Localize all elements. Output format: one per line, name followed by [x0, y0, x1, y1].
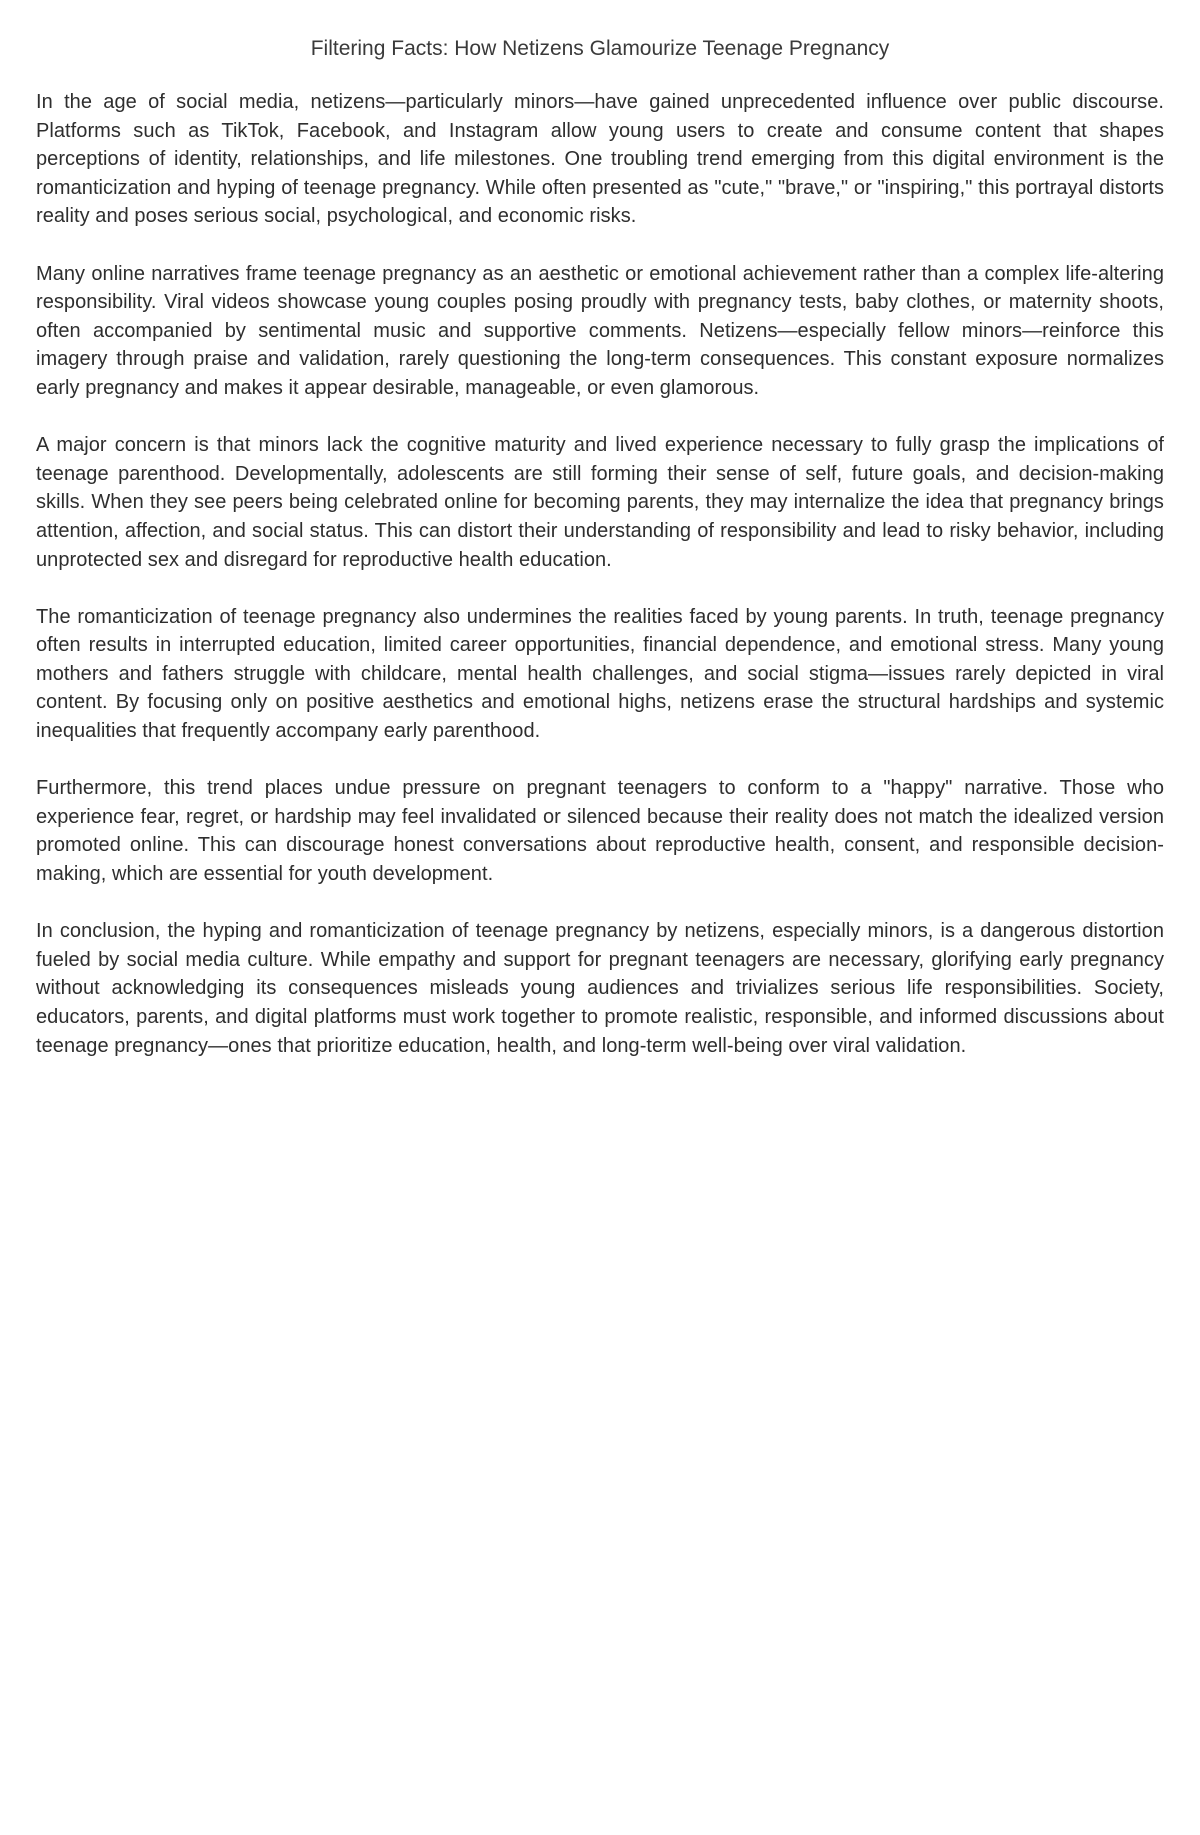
document-body [36, 88, 1164, 1060]
paragraph-conclusion: In conclusion, the hyping and romanticization of teenage pregnancy by netizens, especially minors, is a dangerous distortion fueled by social media culture. While empathy and support for pregnant teenagers are necessary, glorifying early pregnancy without acknowledging its consequences misleads young audiences and trivializes serious life responsibilities. Society, educators, parents, and digital platforms must work together to promote realistic, responsible, and informed discussions about teenage pregnancy—ones that prioritize education, health, and long-term well-being over viral validation. [36, 920, 1164, 1057]
paragraph-online-narratives: Many online narratives frame teenage pregnancy as an aesthetic or emotional achievement rather than a complex life-altering responsibility. Viral videos showcase young couples posing proudly with pregnancy tests, baby clothes, or maternity shoots, often accompanied by sentimental music and supportive comments. Netizens—especially fellow minors—reinforce this imagery through praise and validation, rarely questioning the long-term consequences. This constant exposure normalizes early pregnancy and makes it appear desirable, manageable, or even glamorous. [36, 262, 1164, 399]
paragraph-realities: The romanticization of teenage pregnancy also undermines the realities faced by young parents. In truth, teenage pregnancy often results in interrupted education, limited career opportunities, financial dependence, and emotional stress. Many young mothers and fathers struggle with childcare, mental health challenges, and social stigma—issues rarely depicted in viral content. By focusing only on positive aesthetics and emotional highs, netizens erase the structural hardships and systemic inequalities that frequently accompany early parenthood. [36, 605, 1164, 743]
paragraph-pressure: Furthermore, this trend places undue pressure on pregnant teenagers to conform to a "happy" narrative. Those who experience fear, regret, or hardship may feel invalidated or silenced because their reality does not match the idealized version promoted online. This can discourage honest conversations about reproductive health, consent, and responsible decision-making, which are essential for youth development. [36, 777, 1164, 886]
paragraph-cognitive-maturity: A major concern is that minors lack the cognitive maturity and lived experience necessary to fully grasp the implications of teenage parenthood. Developmentally, adolescents are still forming their sense of self, future goals, and decision-making skills. When they see peers being celebrated online for becoming parents, they may internalize the idea that pregnancy brings attention, affection, and social status. This can distort their understanding of responsibility and lead to risky behavior, including unprotected sex and disregard for reproductive health education. [36, 434, 1164, 571]
paragraph-intro: In the age of social media, netizens—particularly minors—have gained unprecedented influence over public discourse. Platforms such as TikTok, Facebook, and Instagram allow young users to create and consume content that shapes perceptions of identity, relationships, and life milestones. One troubling trend emerging from this digital environment is the romanticization and hyping of teenage pregnancy. While often presented as "cute," "brave," or "inspiring," this portrayal distorts reality and poses serious social, psychological, and economic risks. [36, 91, 1164, 228]
document-title: Filtering Facts: How Netizens Glamourize Teenage Pregnancy [310, 37, 890, 60]
